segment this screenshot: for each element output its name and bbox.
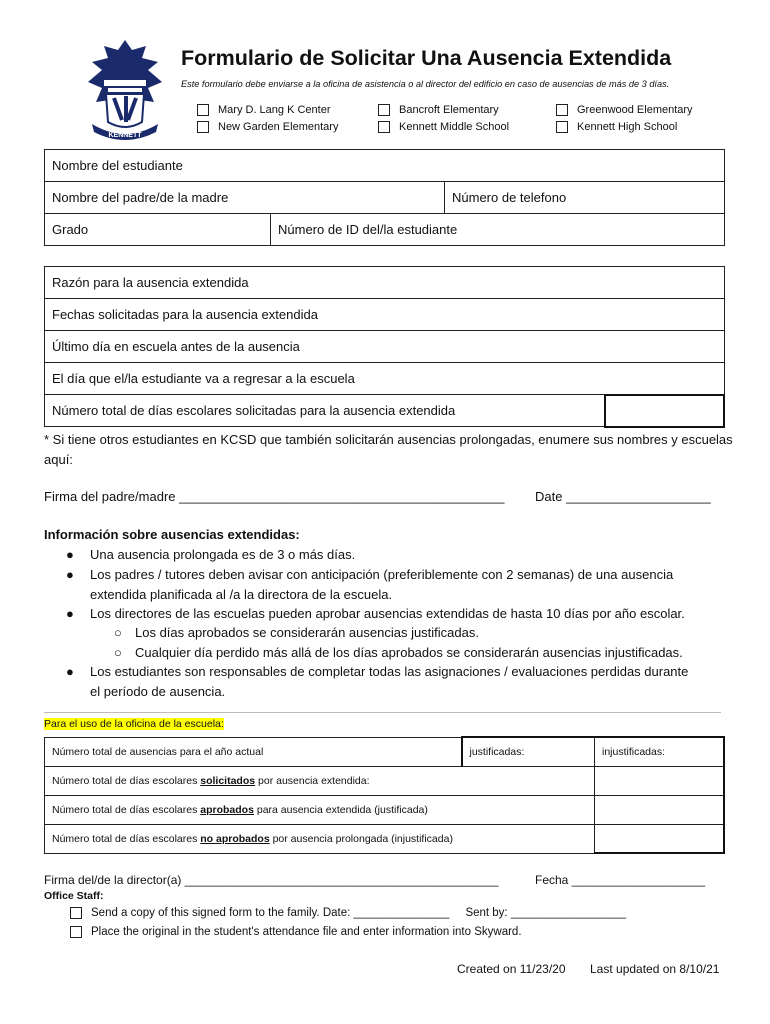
checkbox[interactable]	[378, 121, 390, 133]
bullet-dot: ●	[66, 567, 74, 582]
total-days-label: Número total de días escolares solicitadas para la ausencia extendida	[45, 395, 606, 427]
checkbox[interactable]	[556, 104, 568, 116]
bullet-dot: ●	[66, 547, 74, 562]
school-option-bancroft[interactable]: Bancroft Elementary	[378, 104, 499, 116]
director-date-line[interactable]: Fecha ____________________	[535, 873, 706, 887]
school-option-greenwood[interactable]: Greenwood Elementary	[556, 104, 693, 116]
checkbox[interactable]	[378, 104, 390, 116]
footer-created: Created on 11/23/20	[457, 962, 566, 976]
divider	[44, 712, 721, 713]
office-use-heading: Para el uso de la oficina de la escuela:	[44, 718, 224, 730]
checkbox[interactable]	[70, 926, 82, 938]
info-heading: Información sobre ausencias extendidas:	[44, 527, 300, 542]
phone-field[interactable]: Número de telefono	[445, 182, 725, 214]
info-bullet-3a: Los días aprobados se considerarán ausencias justificadas.	[135, 625, 479, 640]
not-approved-input[interactable]	[595, 824, 725, 853]
bullet-dot: ●	[66, 606, 74, 621]
parent-date-line[interactable]: Date ____________________	[535, 489, 711, 504]
school-option-new-garden[interactable]: New Garden Elementary	[197, 121, 338, 133]
return-day-field[interactable]: El día que el/la estudiante va a regresar a la escuela	[45, 363, 725, 395]
justified-field[interactable]: justificadas:	[462, 737, 595, 766]
office-staff-heading: Office Staff:	[44, 890, 104, 902]
bullet-circle: ○	[114, 625, 122, 640]
unjustified-field[interactable]: injustificadas:	[595, 737, 725, 766]
svg-text:KENNETT: KENNETT	[108, 132, 142, 139]
approved-input[interactable]	[595, 795, 725, 824]
dates-field[interactable]: Fechas solicitadas para la ausencia extendida	[45, 299, 725, 331]
total-days-input[interactable]	[605, 395, 724, 427]
parent-signature-line[interactable]: Firma del padre/madre _____________________________________________	[44, 489, 505, 504]
info-bullet-4: Los estudiantes son responsables de completar todas las asignaciones / evaluaciones perdidas durante el período de ausencia.	[90, 664, 689, 699]
office-use-table	[44, 736, 725, 854]
bullet-dot: ●	[66, 664, 74, 679]
other-students-note: * Si tiene otros estudiantes en KCSD que también solicitarán ausencias prolongadas, enumere sus nombres y escuelas aquí:	[44, 432, 733, 467]
bullet-circle: ○	[114, 645, 122, 660]
office-row-total-absences: Número total de ausencias para el año actual	[45, 737, 462, 766]
checkbox[interactable]	[556, 121, 568, 133]
form-subtitle: Este formulario debe enviarse a la oficina de asistencia o al director del edificio en caso de ausencias de más de 3 días.	[181, 79, 670, 89]
office-row-requested: Número total de días escolares solicitados por ausencia extendida:	[45, 766, 595, 795]
checkbox[interactable]	[70, 907, 82, 919]
staff-task-file-original[interactable]: Place the original in the student's attendance file and enter information into Skyward.	[70, 926, 522, 938]
parent-name-field[interactable]: Nombre del padre/de la madre	[45, 182, 445, 214]
info-bullet-1: Una ausencia prolongada es de 3 o más días.	[90, 547, 356, 562]
school-option-lang[interactable]: Mary D. Lang K Center	[197, 104, 331, 116]
school-crest-logo	[82, 36, 168, 144]
footer-updated: Last updated on 8/10/21	[590, 962, 720, 976]
requested-input[interactable]	[595, 766, 725, 795]
checkbox[interactable]	[197, 104, 209, 116]
school-option-kennett-high[interactable]: Kennett High School	[556, 121, 677, 133]
student-info-table	[44, 149, 725, 246]
staff-task-send-copy[interactable]: Send a copy of this signed form to the family. Date: _______________ Sent by: __________________	[70, 907, 626, 919]
student-id-field[interactable]: Número de ID del/la estudiante	[271, 214, 725, 246]
grade-field[interactable]: Grado	[45, 214, 271, 246]
office-row-approved: Número total de días escolares aprobados para ausencia extendida (justificada)	[45, 795, 595, 824]
absence-table	[44, 266, 725, 428]
form-title: Formulario de Solicitar Una Ausencia Extendida	[181, 46, 672, 70]
checkbox[interactable]	[197, 121, 209, 133]
info-bullet-3: Los directores de las escuelas pueden aprobar ausencias extendidas de hasta 10 días por año escolar.	[90, 606, 685, 621]
student-name-field[interactable]: Nombre del estudiante	[45, 150, 725, 182]
info-bullet-3b: Cualquier día perdido más allá de los días aprobados se considerarán ausencias injustificadas.	[135, 645, 683, 660]
last-day-field[interactable]: Último día en escuela antes de la ausencia	[45, 331, 725, 363]
info-bullet-2: Los padres / tutores deben avisar con anticipación (preferiblemente con 2 semanas) de una ausencia extendida planificada al /a la directora de la escuela.	[90, 567, 674, 602]
director-signature-line[interactable]: Firma del/de la director(a) _______________________________________________	[44, 873, 499, 887]
reason-field[interactable]: Razón para la ausencia extendida	[45, 267, 725, 299]
office-row-not-approved: Número total de días escolares no aprobados por ausencia prolongada (injustificada)	[45, 824, 595, 853]
school-option-kennett-middle[interactable]: Kennett Middle School	[378, 121, 509, 133]
